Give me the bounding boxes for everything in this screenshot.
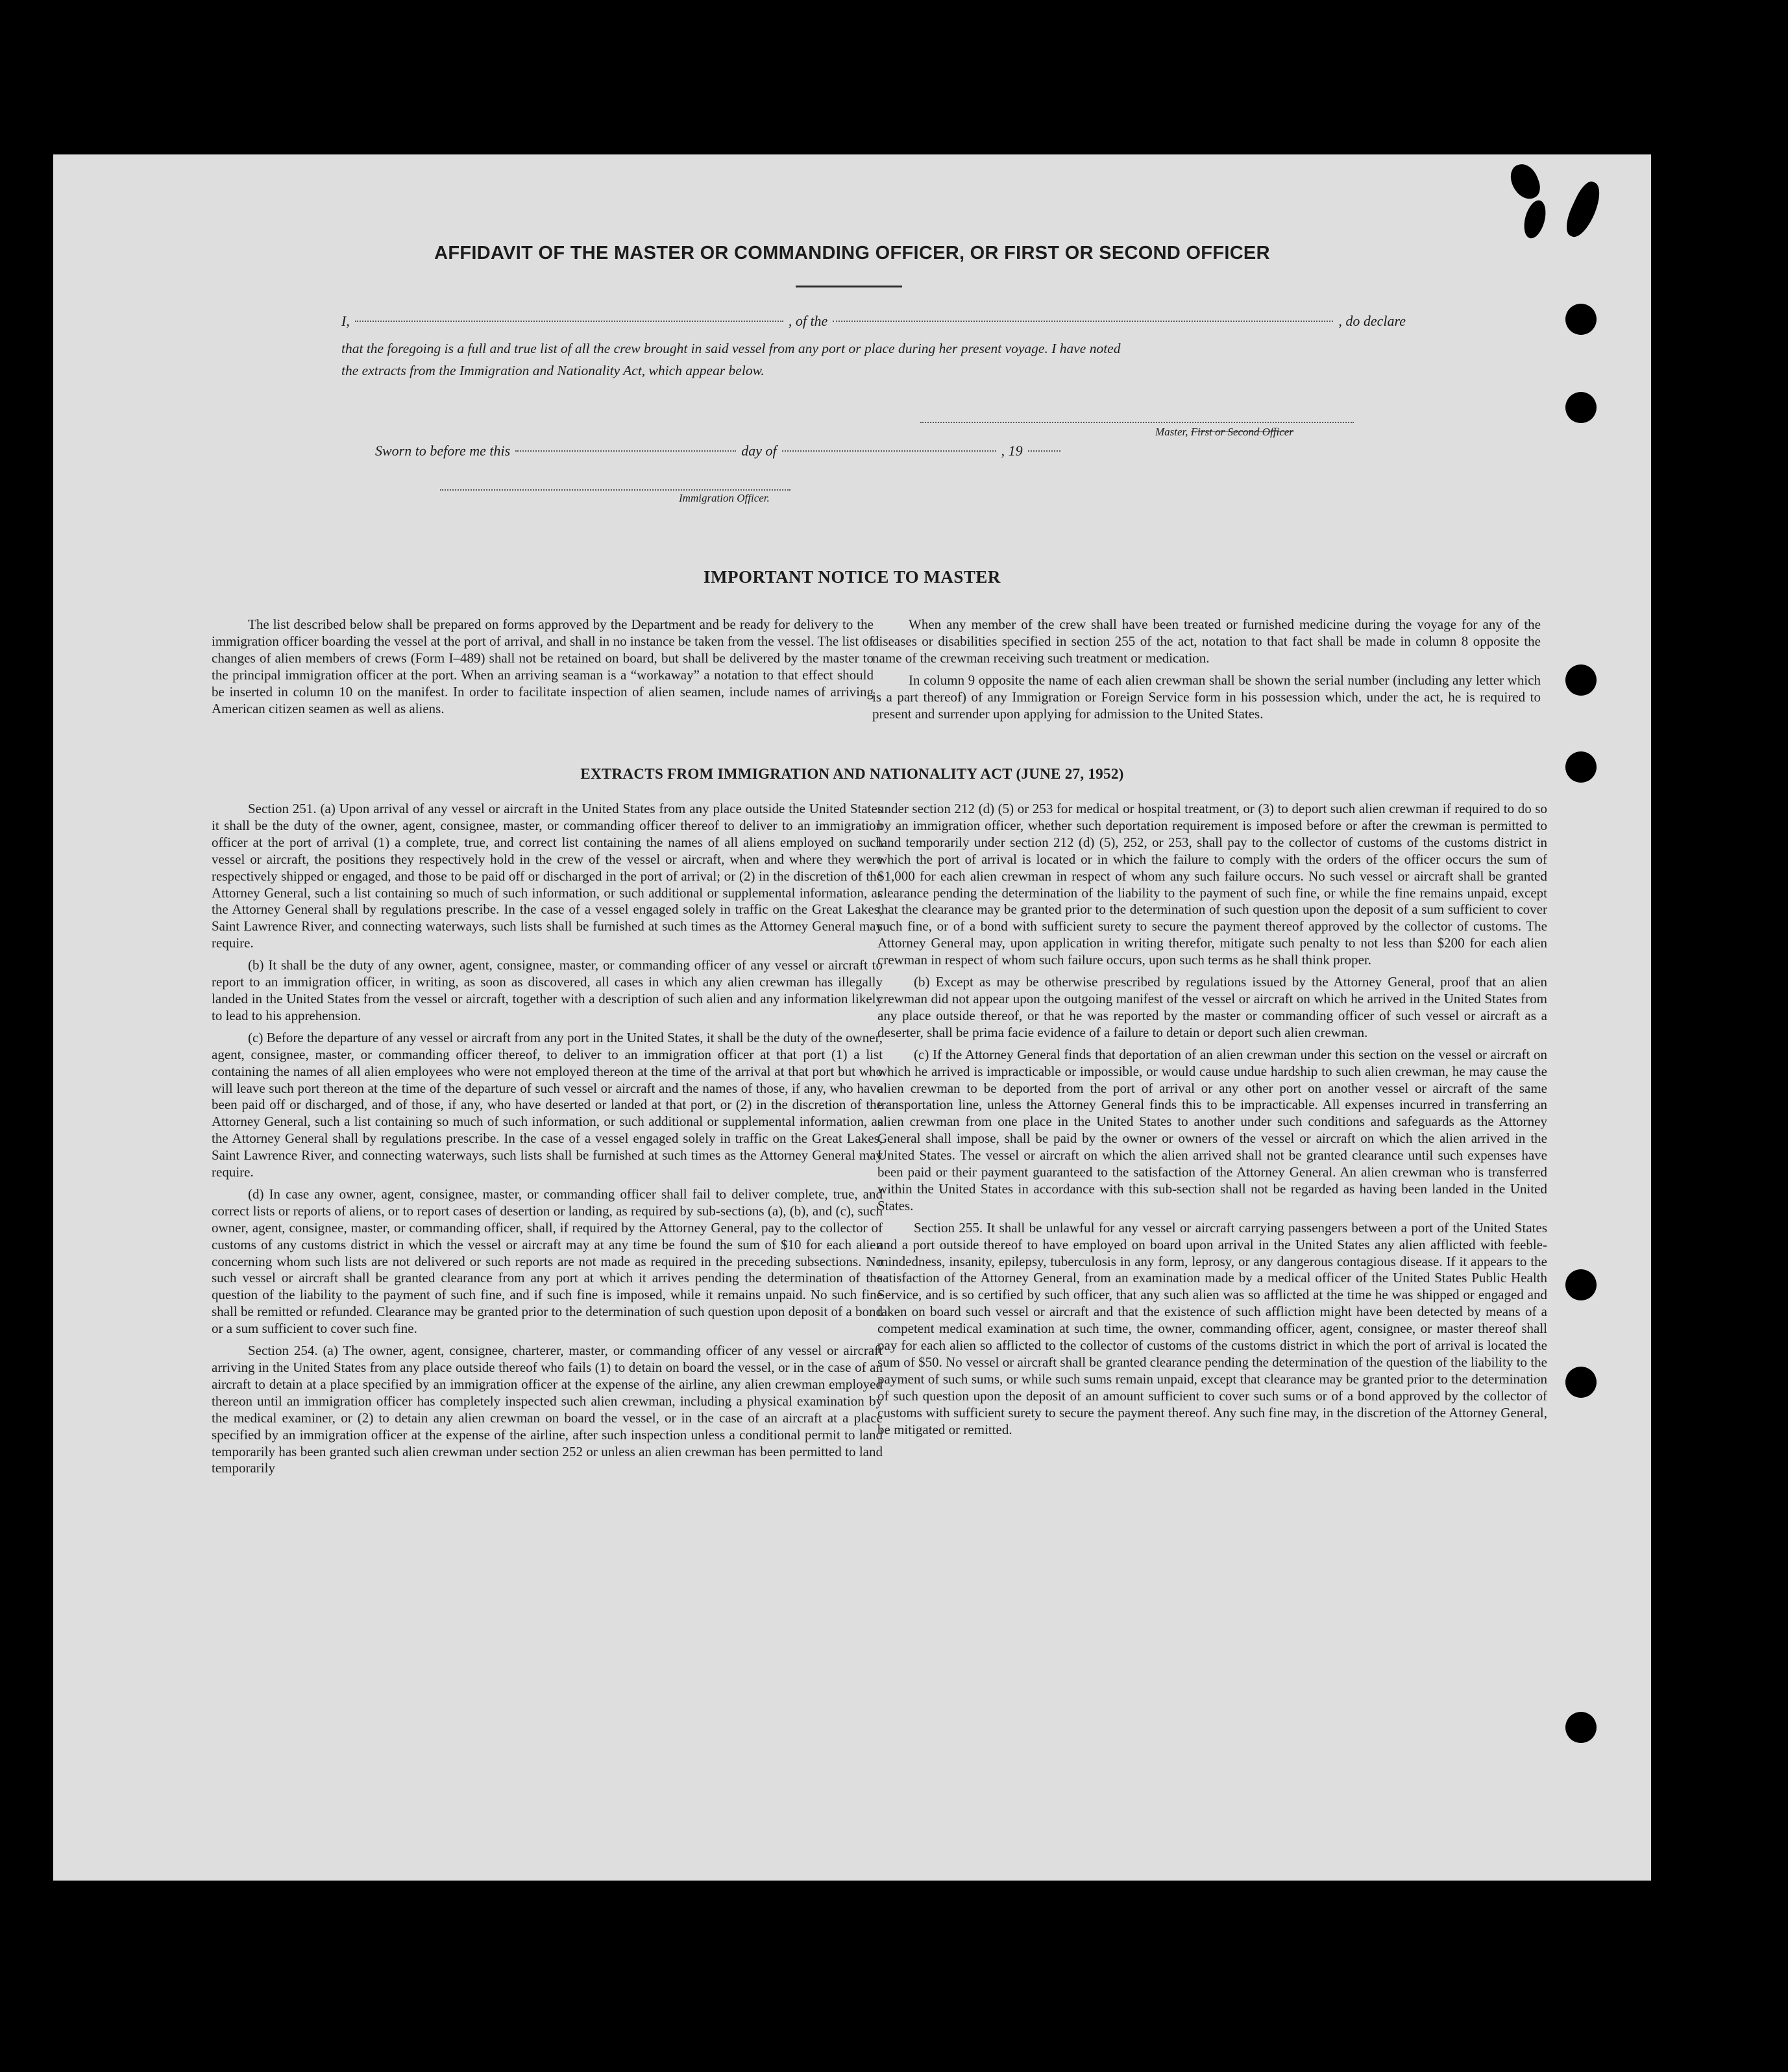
section-251c: (c) Before the departure of any vessel or aircraft from any port in the United States, it shall be the duty of the owner, agent, consignee, master, or commanding officer thereof, to deliver to an immigration officer at that port (1) a list containing the names of all alien employees who were not employed thereon at the time of the arrival at that port but who will leave such port thereon at the time of the departure of such vessel or aircraft and the names of those, if any, who have been paid off or discharged, and of those, if any, who have deserted or landed at that port, or (2) in the discretion of the Attorney General, such a list containing so much of such information, or such additional or supplemental information, as the Attorney General shall by regulations prescribe. In the case of a vessel engaged solely in traffic on the Great Lakes, Saint Lawrence River, and connecting waterways, such lists shall be furnished at such times as the Attorney General may require. bbox=[212, 1029, 883, 1180]
extracts-title: EXTRACTS FROM IMMIGRATION AND NATIONALITY ACT (JUNE 27, 1952) bbox=[580, 766, 1124, 782]
section-251d: (d) In case any owner, agent, consignee, master, or commanding officer shall fail to deliver complete, true, and correct lists or reports of aliens, or to report cases of desertion or landing, as required by sub-sections (a), (b), and (c), such owner, agent, consignee, master, or commanding officer, shall, if required by the Attorney General, pay to the collector of customs of any customs district in which the vessel or aircraft may at any time be found the sum of $10 for each alien concerning whom such lists are not delivered or such reports are not made as required in the preceding subsections. No such vessel or aircraft shall be granted clearance from any port at which it arrives pending the determination of the question of the liability to the payment of such fine, and if such fine is imposed, while it remains unpaid. No such fine shall be remitted or refunded. Clearance may be granted prior to the determination of such question upon deposit of a bond or a sum sufficient to cover such fine. bbox=[212, 1186, 883, 1337]
section-254b: (b) Except as may be otherwise prescribed by regulations issued by the Attorney General, proof that an alien crewman did not appear upon the outgoing manifest of the vessel or aircraft on which he arrived in the United States from any place outside thereof, or that he was reported by the master or commanding officer of such vessel or aircraft as a deserter, shall be prima facie evidence of a failure to detain or deport such alien crewman. bbox=[877, 974, 1547, 1040]
extracts-left-column bbox=[212, 801, 883, 1482]
sworn-line bbox=[375, 440, 1167, 462]
title-rule bbox=[796, 286, 902, 287]
sworn-month-blank bbox=[782, 450, 996, 452]
declaration-do-declare: , do declare bbox=[1338, 313, 1406, 329]
master-signature-line bbox=[920, 422, 1354, 423]
binder-hole bbox=[1565, 304, 1597, 335]
declaration-line-1 bbox=[341, 310, 1406, 332]
declaration-of-the: , of the bbox=[788, 313, 828, 329]
officer-signature-line bbox=[440, 489, 790, 491]
notice-right-paragraph-1: When any member of the crew shall have been treated or furnished medicine during the voyage for any of the diseases or disabilities specified in section 255 of the act, notation to that fact shall be made in column 8 opposite the name of the crewman receiving such treatment or medication. bbox=[872, 616, 1541, 666]
notice-left-paragraph: The list described below shall be prepared on forms approved by the Department and be ready for delivery to the immigration officer boarding the vessel at the port of arrival, and shall in no instance be taken from the vessel. The list of changes of alien members of crews (Form I–489) shall not be retained on board, but shall be delivered by the master to the principal immigration officer at the port. When an arriving seaman is a “workaway” a notation to that effect should be inserted in column 10 on the manifest. In order to facilitate inspection of alien seamen, include names of arriving American citizen seamen as well as aliens. bbox=[212, 616, 874, 716]
ink-blot bbox=[1507, 160, 1544, 203]
extracts-right-column bbox=[877, 801, 1547, 1444]
binder-hole bbox=[1565, 1712, 1597, 1743]
notice-right-paragraph-2: In column 9 opposite the name of each alien crewman shall be shown the serial number (including any letter which is a part thereof) of any Immigration or Foreign Service form in his possession which, under the act, he is required to present and surrender upon applying for admission to the United States. bbox=[872, 672, 1541, 722]
declaration-i: I, bbox=[341, 313, 350, 329]
binder-hole bbox=[1565, 392, 1597, 423]
notice-left-column bbox=[212, 616, 874, 722]
day-of-label: day of bbox=[741, 443, 777, 459]
name-blank bbox=[355, 321, 783, 322]
section-254a: Section 254. (a) The owner, agent, consignee, charterer, master, or commanding officer of any vessel or aircraft arriving in the United States from any place outside thereof who fails (1) to detain on board the vessel, or in the case of an aircraft to detain at a place specified by an immigration officer at the expense of the airline, any alien crewman employed thereon until an immigration officer has completely inspected such alien crewman, including a physical examination by the medical examiner, or (2) to detain any alien crewman on board the vessel, or in the case of an aircraft at a place specified by an immigration officer at the expense of the airline, after such inspection unless a conditional permit to land temporarily has been granted such alien crewman under section 252 or unless an alien crewman has been permitted to land temporarily bbox=[212, 1343, 883, 1476]
vessel-blank bbox=[833, 321, 1333, 322]
struck-officer-caption: First or Second Officer bbox=[1190, 426, 1293, 438]
declaration-line-2: that the foregoing is a full and true list of all the crew brought in said vessel from any port or place during her present voyage. I have noted bbox=[341, 341, 1121, 356]
year-prefix: , 19 bbox=[1001, 443, 1023, 459]
officer-caption: Immigration Officer. bbox=[679, 492, 770, 504]
section-251b: (b) It shall be the duty of any owner, agent, consignee, master, or commanding officer of any vessel or aircraft to report to an immigration officer, in writing, as soon as discovered, all cases in which any alien crewman has illegally landed in the United States from the vessel or aircraft, together with a description of such alien and any information likely to lead to his apprehension. bbox=[212, 957, 883, 1023]
sworn-label: Sworn to before me this bbox=[375, 443, 511, 459]
master-caption: Master, First or Second Officer bbox=[1155, 426, 1293, 438]
declaration-line-3: the extracts from the Immigration and Nationality Act, which appear below. bbox=[341, 363, 765, 378]
binder-hole bbox=[1565, 664, 1597, 696]
section-255: Section 255. It shall be unlawful for any vessel or aircraft carrying passengers between a port of the United States and a port outside thereof to have employed on board upon arrival in the United States any alien afflicted with feeble-mindedness, insanity, epilepsy, tuberculosis in any form, leprosy, or any dangerous contagious disease. If it appears to the satisfaction of the Attorney General, from an examination made by a medical officer of the United States Public Health Service, and is so certified by such officer, that any such alien was so afflicted at the time he was shipped or engaged and taken on board such vessel or aircraft and that the existence of such affliction might have been detected by means of a competent medical examination at such time, the owner, commanding officer, agent, consignee, or master thereof shall pay for each alien so afflicted to the collector of customs of the customs district in which the port of arrival is located the sum of $50. No vessel or aircraft shall be granted clearance pending the determination of the question of the liability to the payment of such sums, or while such sums remain unpaid, except that clearance may be granted prior to the determination of such question upon the deposit of an amount sufficient to cover such sums or of a bond approved by the collector of customs with sufficient surety to secure the payment thereof. Any such fine may, in the discretion of the Attorney General, be mitigated or remitted. bbox=[877, 1219, 1547, 1437]
sworn-day-blank bbox=[515, 450, 736, 452]
year-blank bbox=[1028, 450, 1060, 452]
document-page bbox=[53, 154, 1651, 1881]
section-254c: (c) If the Attorney General finds that deportation of an alien crewman under this section on the vessel or aircraft on which he arrived is impracticable or impossible, or would cause undue hardship to such alien crewman, he may cause the alien crewman to be deported from the port of arrival or any other port on another vessel or aircraft of the same transportation line, unless the Attorney General finds this to be impracticable. All expenses incurred in transferring an alien crewman from one place in the United States to another under such conditions and safeguards as the Attorney General shall impose, shall be paid by the owner or owners of the vessel or aircraft on which the alien arrived in the United States. The vessel or aircraft on which the alien arrived shall not be granted clearance until such expenses have been paid or their payment guaranteed to the satisfaction of the Attorney General. An alien crewman who is transferred within the United States in accordance with this sub-section shall not be regarded as having been landed in the United States. bbox=[877, 1046, 1547, 1213]
affidavit-title: AFFIDAVIT OF THE MASTER OR COMMANDING OFFICER, OR FIRST OR SECOND OFFICER bbox=[434, 243, 1270, 263]
binder-hole bbox=[1565, 1367, 1597, 1398]
notice-title: IMPORTANT NOTICE TO MASTER bbox=[704, 567, 1001, 587]
notice-right-column bbox=[872, 616, 1541, 727]
ink-blot bbox=[1561, 178, 1607, 241]
binder-hole bbox=[1565, 751, 1597, 783]
section-254a-continued: under section 212 (d) (5) or 253 for medical or hospital treatment, or (3) to deport such alien crewman if required to do so by an immigration officer, whether such deportation requirement is imposed before or after the crewman is permitted to land temporarily under section 212 (d) (5), 252, or 253, shall pay to the collector of customs of the customs district in which the port of arrival is located or in which the failure to comply with the orders of the officer occurs the sum of $1,000 for each alien crewman in respect of whom any such failure occurs. No such vessel or aircraft shall be granted clearance pending the determination of the liability to the payment of such fine, or while the fine remains unpaid, except that the clearance may be granted prior to the determination of such question upon the deposit of a sum sufficient to cover such fine, or of a bond with sufficient surety to secure the payment thereof approved by the collector of customs. The Attorney General may, upon application in writing therefor, mitigate such penalty to not less than $200 for each alien crewman in respect of whom such failure occurs, upon such terms as he shall think proper. bbox=[877, 801, 1547, 968]
ink-blot bbox=[1521, 198, 1550, 241]
binder-hole bbox=[1565, 1269, 1597, 1300]
section-251a: Section 251. (a) Upon arrival of any vessel or aircraft in the United States from any place outside the United States it shall be the duty of the owner, agent, consignee, master, or commanding officer thereof to deliver to an immigration officer at the port of arrival (1) a complete, true, and correct list containing the names of all aliens employed on such vessel or aircraft, the positions they respectively hold in the crew of the vessel or aircraft, when and where they were respectively shipped or engaged, and those to be paid off or discharged in the port of arrival; or (2) in the discretion of the Attorney General, such a list containing so much of such information, or such additional or supplemental information, as the Attorney General shall by regulations prescribe. In the case of a vessel engaged solely in traffic on the Great Lakes, Saint Lawrence River, and connecting waterways, such lists shall be furnished at such times as the Attorney General may require. bbox=[212, 801, 883, 951]
